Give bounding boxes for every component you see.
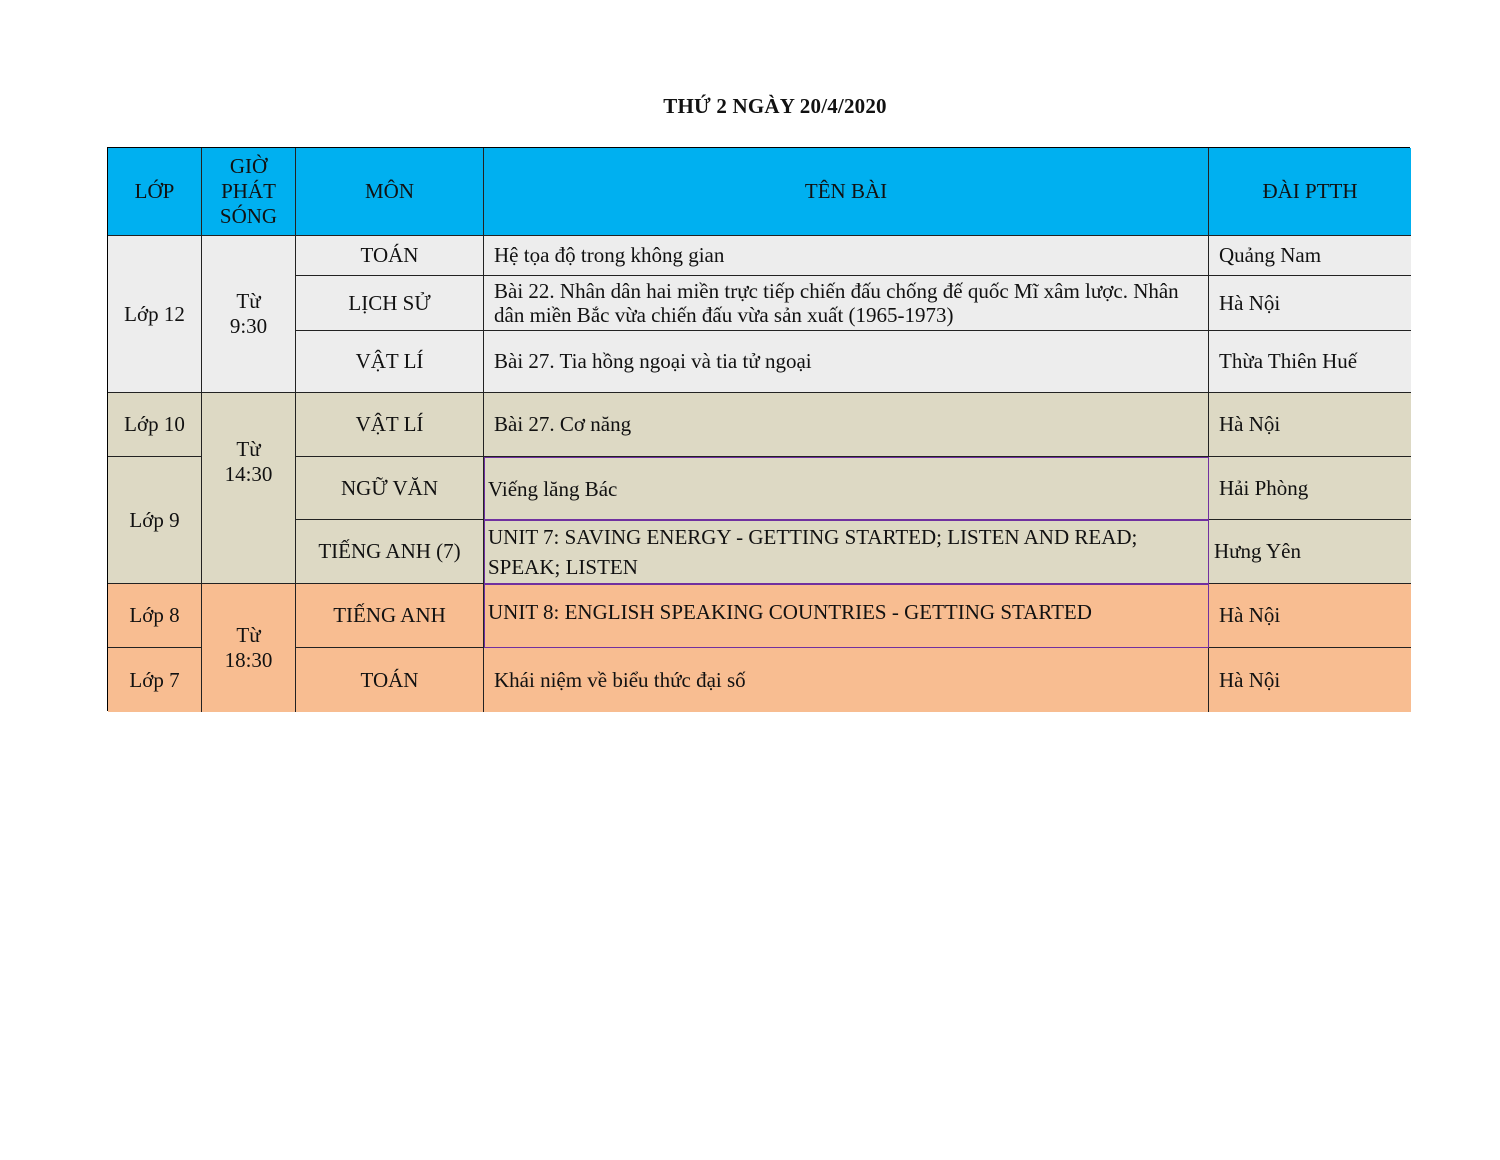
page-title: THỨ 2 NGÀY 20/4/2020 [663,94,887,118]
station-cell: Hải Phòng [1209,457,1411,520]
station-cell: Hà Nội [1209,276,1411,331]
subject-cell: LỊCH SỬ [296,276,484,331]
subject-cell: TIẾNG ANH [296,584,484,648]
station-cell: Hà Nội [1209,648,1411,712]
lesson-cell: UNIT 8: ENGLISH SPEAKING COUNTRIES - GETTING STARTED [484,584,1209,648]
class-cell: Lớp 12 [108,236,202,393]
schedule-table [107,147,1410,711]
lesson-cell: Bài 27. Tia hồng ngoại và tia tử ngoại [484,331,1209,393]
station-cell: Hà Nội [1209,584,1411,648]
subject-cell: VẬT LÍ [296,393,484,457]
lesson-cell: Bài 22. Nhân dân hai miền trực tiếp chiến đấu chống đế quốc Mĩ xâm lược. Nhân dân miền Bắc vừa chiến đấu vừa sản xuất (1965-1973) [484,276,1209,331]
lesson-cell: Viếng lăng Bác [484,457,1209,520]
header-dai-ptth: ĐÀI PTTH [1209,148,1411,236]
subject-cell: TOÁN [296,648,484,712]
header-lop: LỚP [108,148,202,236]
station-cell: Quảng Nam [1209,236,1411,276]
class-cell: Lớp 8 [108,584,202,648]
subject-cell: TIẾNG ANH (7) [296,520,484,584]
class-cell: Lớp 9 [108,457,202,584]
station-cell: Thừa Thiên Huế [1209,331,1411,393]
subject-cell: VẬT LÍ [296,331,484,393]
lesson-cell: Bài 27. Cơ năng [484,393,1209,457]
station-cell: Hưng Yên [1209,520,1411,584]
lesson-cell: UNIT 7: SAVING ENERGY - GETTING STARTED; LISTEN AND READ; SPEAK; LISTEN [484,520,1209,584]
lesson-cell: Hệ tọa độ trong không gian [484,236,1209,276]
header-ten-bai: TÊN BÀI [484,148,1209,236]
time-cell: Từ 14:30 [202,393,296,584]
header-mon: MÔN [296,148,484,236]
class-cell: Lớp 7 [108,648,202,712]
header-gio-phat-song: GIỜ PHÁT SÓNG [202,148,296,236]
lesson-cell: Khái niệm về biểu thức đại số [484,648,1209,712]
time-cell: Từ 18:30 [202,584,296,712]
class-cell: Lớp 10 [108,393,202,457]
time-cell: Từ 9:30 [202,236,296,393]
subject-cell: NGỮ VĂN [296,457,484,520]
station-cell: Hà Nội [1209,393,1411,457]
subject-cell: TOÁN [296,236,484,276]
